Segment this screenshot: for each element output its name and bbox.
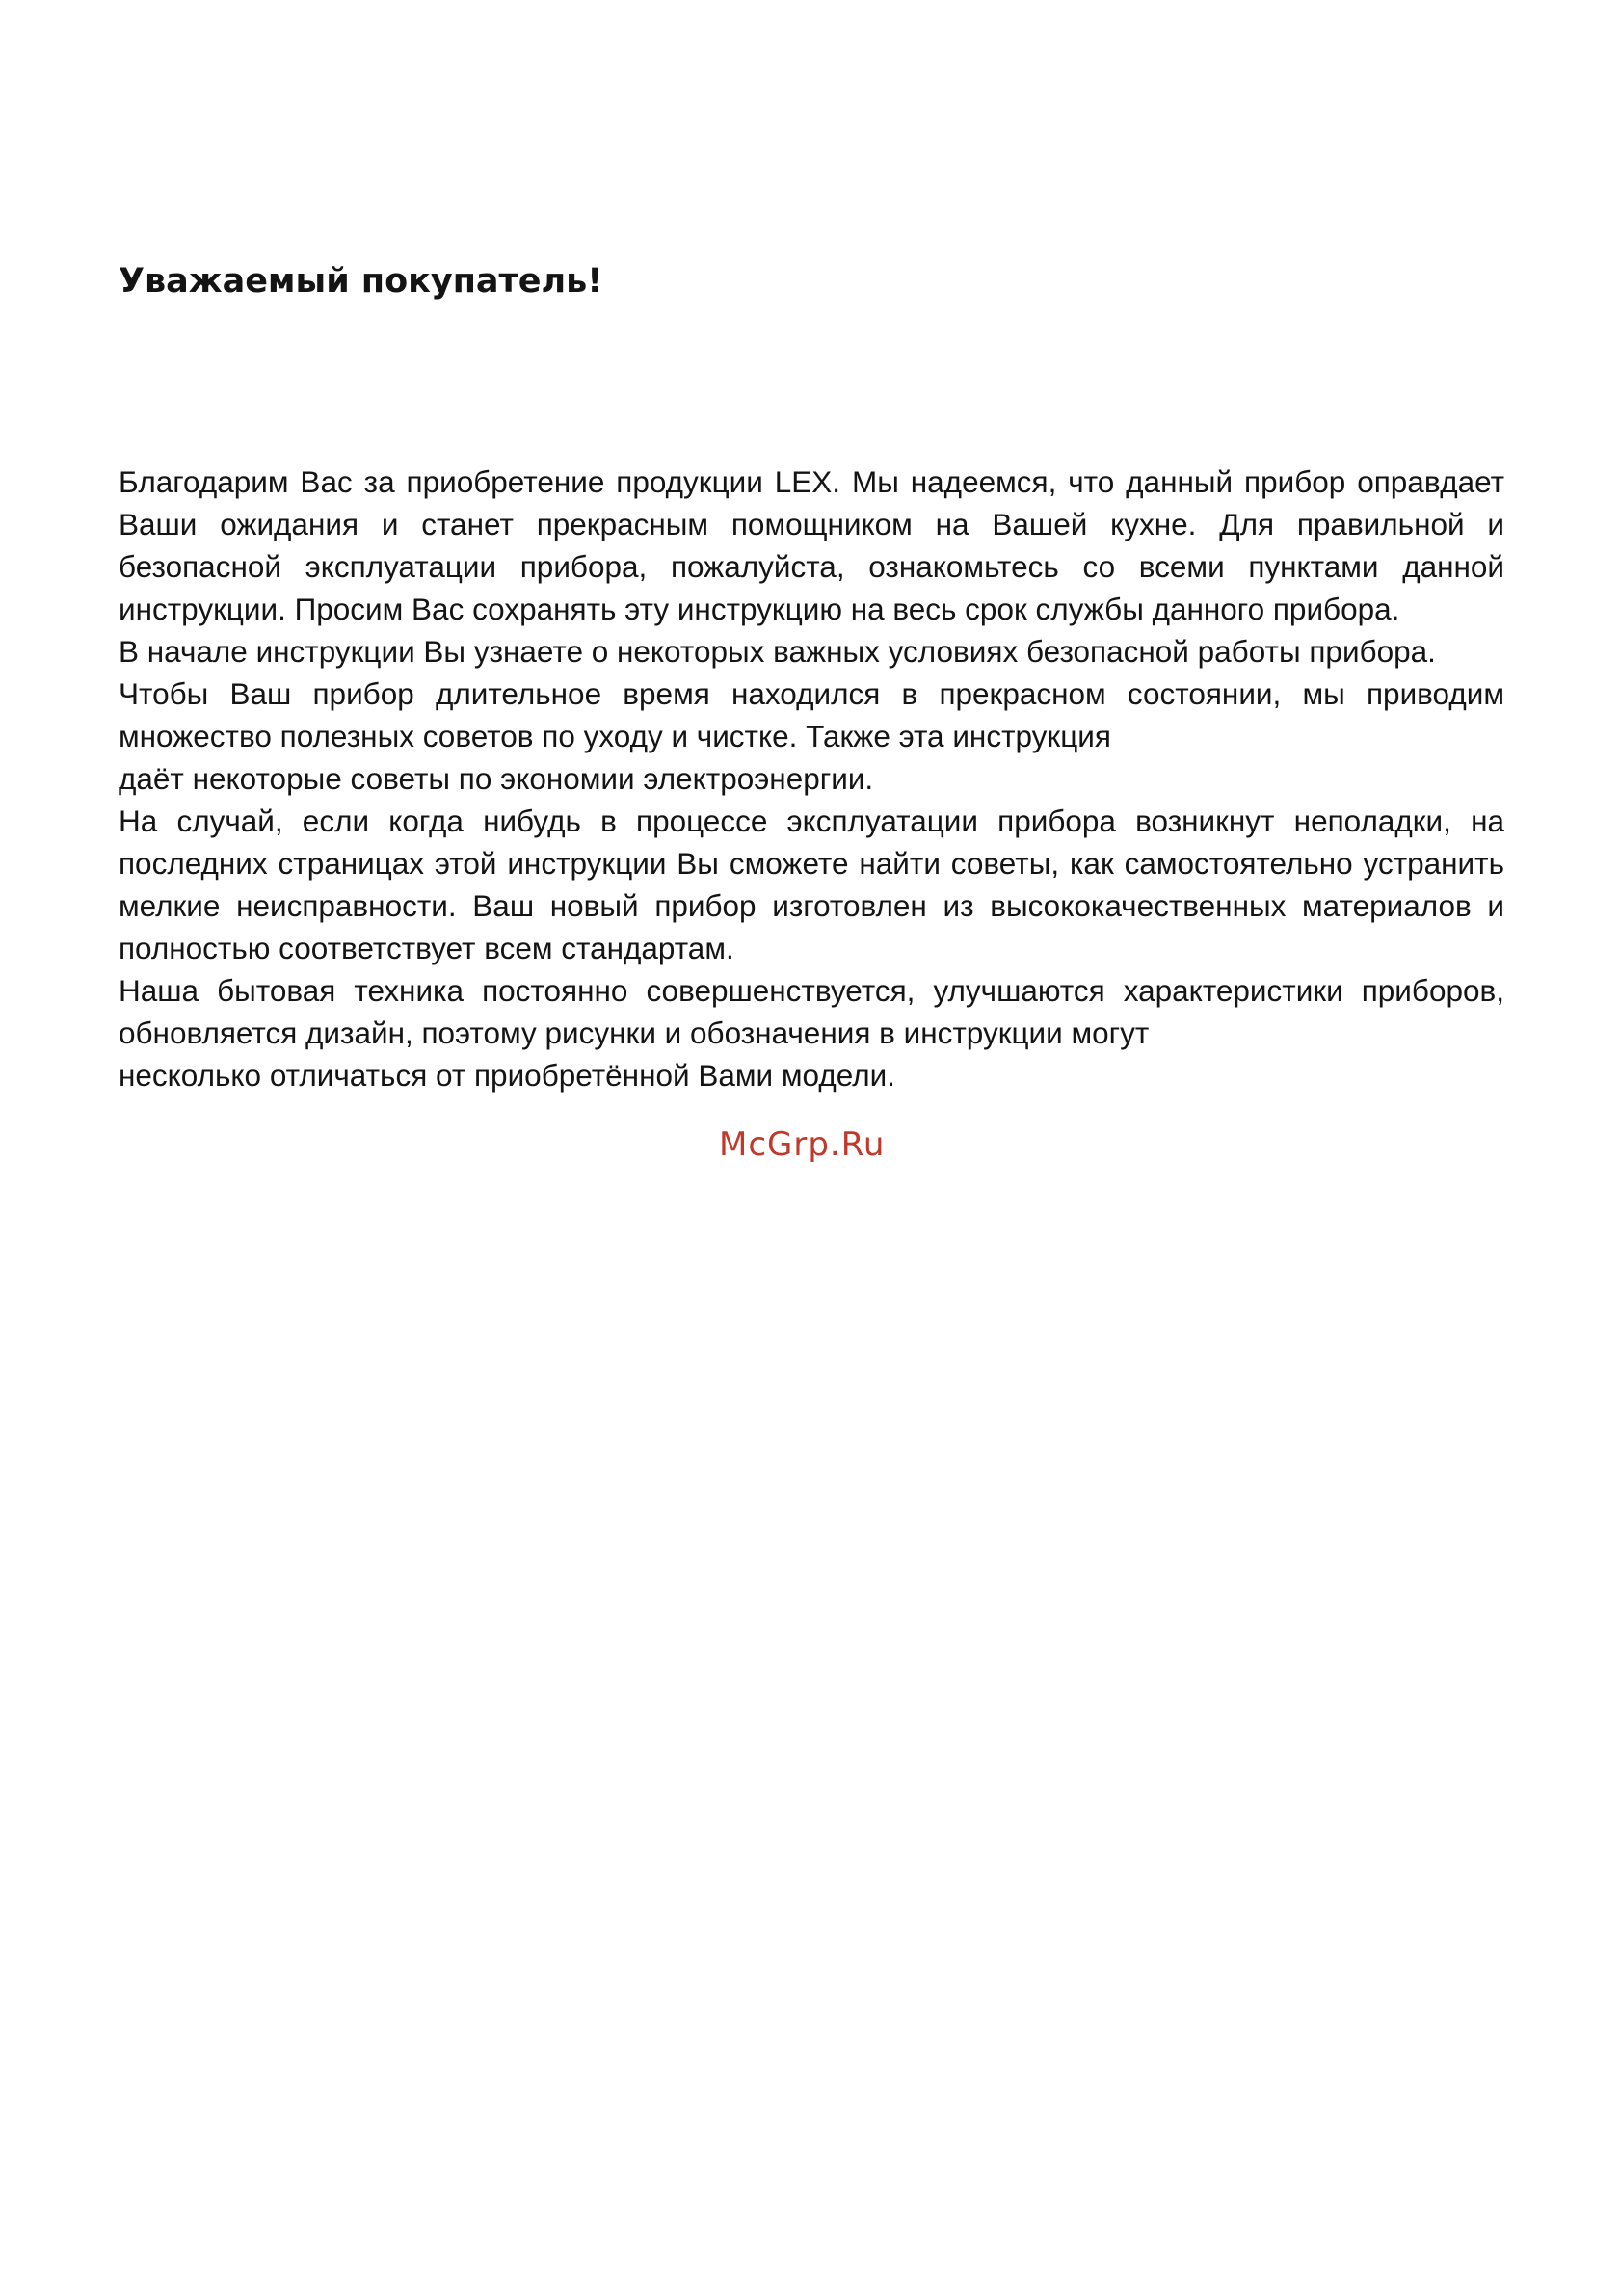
- page-heading: Уважаемый покупатель!: [119, 262, 603, 301]
- paragraph-improvements: Наша бытовая техника постоянно совершенствуется, улучшаются характеристики приборов, обновляется дизайн, поэтому рисунки и обозначения в инструкции могут: [119, 973, 1504, 1050]
- paragraph-care-tips: Чтобы Ваш прибор длительное время находился в прекрасном состоянии, мы приводим множество полезных советов по уходу и чистке. Также эта инструкция: [119, 676, 1504, 753]
- paragraph-energy-tips: даёт некоторые советы по экономии электроэнергии.: [119, 761, 874, 796]
- paragraph-safety-intro: В начале инструкции Вы узнаете о некоторых важных условиях безопасной работы прибора.: [119, 634, 1436, 669]
- body-text: [119, 461, 1504, 1096]
- paragraph-thanks: Благодарим Вас за приобретение продукции LEX. Мы надеемся, что данный прибор оправдает Ваши ожидания и станет прекрасным помощником на Вашей кухне. Для правильной и безопасной эксплуатации прибора, пожалуйста, ознакомьтесь со всеми пунктами данной инструкции. Просим Вас сохранять эту инструкцию на весь срок службы данного прибора.: [119, 464, 1504, 626]
- watermark-link[interactable]: McGrp.Ru: [719, 1125, 886, 1164]
- paragraph-model-difference: несколько отличаться от приобретённой Вами модели.: [119, 1058, 895, 1093]
- paragraph-troubleshooting: На случай, если когда нибудь в процессе эксплуатации прибора возникнут неполадки, на последних страницах этой инструкции Вы сможете найти советы, как самостоятельно устранить мелкие неисправности. Ваш новый прибор изготовлен из высококачественных материалов и полностью соответствует всем стандартам.: [119, 804, 1504, 965]
